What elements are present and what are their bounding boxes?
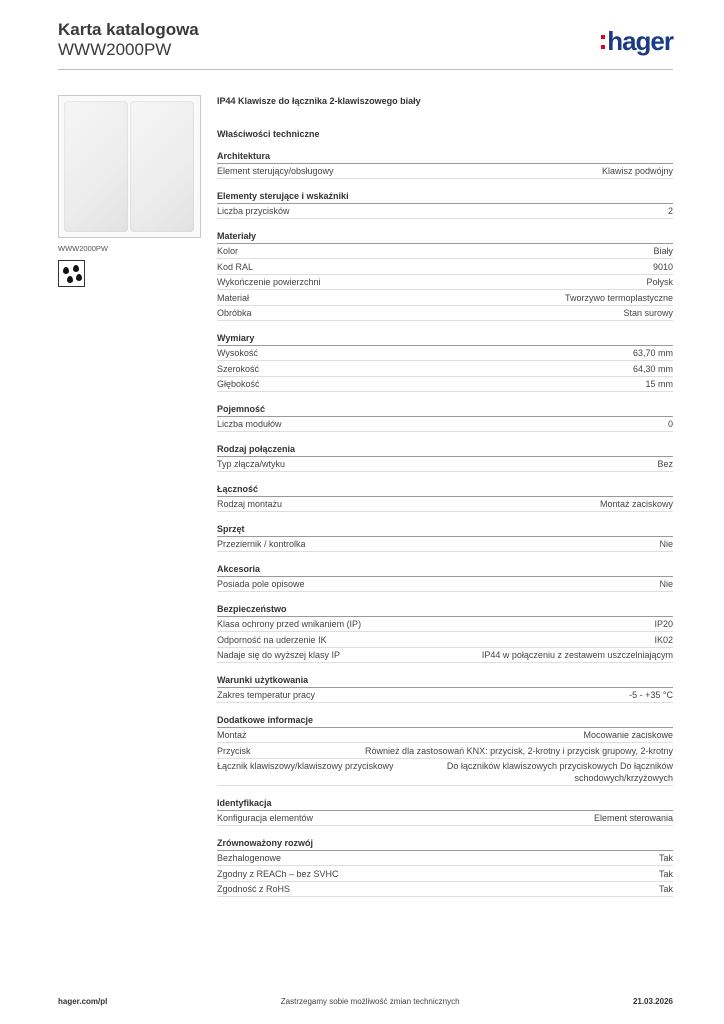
- spec-label: Konfiguracja elementów: [217, 813, 314, 823]
- spec-row: [217, 164, 673, 180]
- spec-label: Posiada pole opisowe: [217, 579, 305, 589]
- spec-group: [217, 229, 673, 321]
- spec-row: [217, 648, 673, 664]
- spec-value: Tak: [658, 884, 673, 894]
- spec-group-title: Elementy sterujące i wskaźniki: [217, 189, 673, 204]
- spec-label: Zgodność z RoHS: [217, 884, 291, 894]
- spec-value: 0: [667, 419, 673, 429]
- spec-label: Nadaje się do wyższej klasy IP: [217, 650, 341, 660]
- ip44-water-drops-icon: [58, 260, 85, 287]
- spec-row: [217, 204, 673, 220]
- spec-group-title: Akcesoria: [217, 562, 673, 577]
- spec-value: IP44 w połączeniu z zestawem uszczelniającym: [481, 650, 673, 660]
- spec-label: Zakres temperatur pracy: [217, 690, 316, 700]
- spec-label: Obróbka: [217, 308, 252, 318]
- spec-value: Stan surowy: [623, 308, 673, 318]
- spec-label: Kolor: [217, 246, 239, 256]
- spec-group: [217, 602, 673, 663]
- spec-label: Liczba przycisków: [217, 206, 290, 216]
- spec-label: Klasa ochrony przed wnikaniem (IP): [217, 619, 362, 629]
- spec-label: Szerokość: [217, 363, 260, 374]
- spec-row: [217, 632, 673, 648]
- spec-label: Przeziernik / kontrolka: [217, 539, 306, 549]
- spec-group: [217, 442, 673, 472]
- spec-label: Wykończenie powierzchni: [217, 277, 321, 287]
- spec-label: Wysokość: [217, 348, 258, 358]
- footer-date: 21.03.2026: [632, 997, 673, 1006]
- page-footer: [58, 997, 673, 1006]
- spec-row: [217, 457, 673, 473]
- spec-group: [217, 482, 673, 512]
- rocker-left-image: [64, 101, 128, 232]
- section-title: Właściwości techniczne: [217, 129, 320, 139]
- spec-group-title: Bezpieczeństwo: [217, 602, 673, 617]
- spec-value: Klawisz podwójny: [601, 166, 673, 176]
- spec-value: Również dla zastosowań KNX: przycisk, 2-krotny i przycisk grupowy, 2-krotny: [365, 745, 673, 756]
- rocker-right-image: [130, 101, 194, 232]
- spec-value: Połysk: [646, 277, 673, 287]
- spec-label: Montaż: [217, 730, 247, 740]
- spec-row: [217, 688, 673, 704]
- spec-row: [217, 275, 673, 291]
- spec-group-title: Sprzęt: [217, 522, 673, 537]
- spec-groups: [217, 149, 673, 897]
- document-product-code: WWW2000PW: [58, 40, 172, 59]
- spec-group: [217, 836, 673, 897]
- spec-row: [217, 537, 673, 553]
- spec-value: Biały: [653, 246, 673, 256]
- product-column: [58, 95, 201, 287]
- spec-group: [217, 562, 673, 592]
- spec-row: [217, 244, 673, 260]
- spec-group-title: Łączność: [217, 482, 673, 497]
- spec-value: Element sterowania: [593, 813, 673, 823]
- spec-label: Przycisk: [217, 745, 251, 756]
- spec-label: Rodzaj montażu: [217, 499, 283, 509]
- document-title: Karta katalogowa: [58, 20, 199, 39]
- spec-value: Do łączników klawiszowych przyciskowych Do łączników schodowych/krzyżowych: [446, 761, 673, 783]
- spec-row: [217, 851, 673, 867]
- spec-value: Bez: [657, 459, 673, 469]
- spec-label: Odporność na uderzenie IK: [217, 634, 327, 645]
- spec-row: [217, 361, 673, 377]
- spec-value: Nie: [659, 539, 673, 549]
- spec-label: Typ złącza/wtyku: [217, 459, 286, 469]
- spec-group-title: Warunki użytkowania: [217, 673, 673, 688]
- spec-label: Bezhalogenowe: [217, 853, 282, 863]
- spec-group-title: Pojemność: [217, 402, 673, 417]
- spec-group: [217, 189, 673, 219]
- spec-value: Tak: [658, 868, 673, 879]
- spec-row: [217, 743, 673, 759]
- spec-group: [217, 149, 673, 179]
- spec-group: [217, 331, 673, 392]
- spec-group: [217, 522, 673, 552]
- spec-value: -5 - +35 °C: [629, 690, 673, 700]
- spec-label: Element sterujący/obsługowy: [217, 166, 334, 176]
- spec-row: [217, 306, 673, 322]
- spec-value: 2: [667, 206, 673, 216]
- footer-notice: Zastrzegamy sobie możliwość zmian technicznych: [280, 997, 460, 1006]
- spec-group-title: Dodatkowe informacje: [217, 713, 673, 728]
- hager-logo: [601, 26, 673, 56]
- spec-value: 64,30 mm: [632, 363, 673, 374]
- spec-row: [217, 882, 673, 898]
- specifications: [217, 96, 673, 907]
- spec-value: Tak: [658, 853, 673, 863]
- spec-row: [217, 346, 673, 362]
- spec-row: [217, 577, 673, 593]
- spec-value: Nie: [659, 579, 673, 589]
- spec-row: [217, 811, 673, 827]
- spec-group-title: Zrównoważony rozwój: [217, 836, 673, 851]
- spec-row: [217, 377, 673, 393]
- spec-row: [217, 290, 673, 306]
- spec-group: [217, 673, 673, 703]
- logo-colon-mark: [601, 35, 605, 49]
- spec-row: [217, 866, 673, 882]
- spec-group: [217, 796, 673, 826]
- spec-row: [217, 759, 673, 787]
- product-title: IP44 Klawisze do łącznika 2-klawiszowego biały: [217, 96, 421, 106]
- footer-website: hager.com/pl: [58, 997, 108, 1006]
- spec-group-title: Materiały: [217, 229, 673, 244]
- spec-label: Łącznik klawiszowy/klawiszowy przyciskowy: [217, 761, 394, 771]
- spec-value: Tworzywo termoplastyczne: [564, 292, 673, 303]
- spec-group-title: Architektura: [217, 149, 673, 164]
- spec-group-title: Wymiary: [217, 331, 673, 346]
- spec-value: 9010: [652, 261, 673, 272]
- spec-label: Głębokość: [217, 379, 260, 389]
- spec-row: [217, 728, 673, 744]
- logo-text: hager: [607, 26, 673, 56]
- spec-group-title: Rodzaj połączenia: [217, 442, 673, 457]
- spec-row: [217, 617, 673, 633]
- spec-row: [217, 259, 673, 275]
- page-header: [58, 20, 673, 70]
- spec-row: [217, 497, 673, 513]
- spec-value: IP20: [654, 619, 673, 629]
- spec-value: IK02: [654, 634, 673, 645]
- spec-value: Mocowanie zaciskowe: [583, 730, 673, 740]
- image-caption: WWW2000PW: [58, 244, 109, 253]
- spec-label: Liczba modułów: [217, 419, 282, 429]
- product-image: [58, 95, 201, 238]
- spec-row: [217, 417, 673, 433]
- spec-value: 15 mm: [645, 379, 673, 389]
- spec-group: [217, 713, 673, 786]
- spec-value: Montaż zaciskowy: [599, 499, 673, 509]
- spec-label: Kod RAL: [217, 261, 254, 272]
- spec-label: Materiał: [217, 292, 250, 303]
- spec-label: Zgodny z REACh – bez SVHC: [217, 868, 339, 879]
- spec-group: [217, 402, 673, 432]
- spec-value: 63,70 mm: [632, 348, 673, 358]
- spec-group-title: Identyfikacja: [217, 796, 673, 811]
